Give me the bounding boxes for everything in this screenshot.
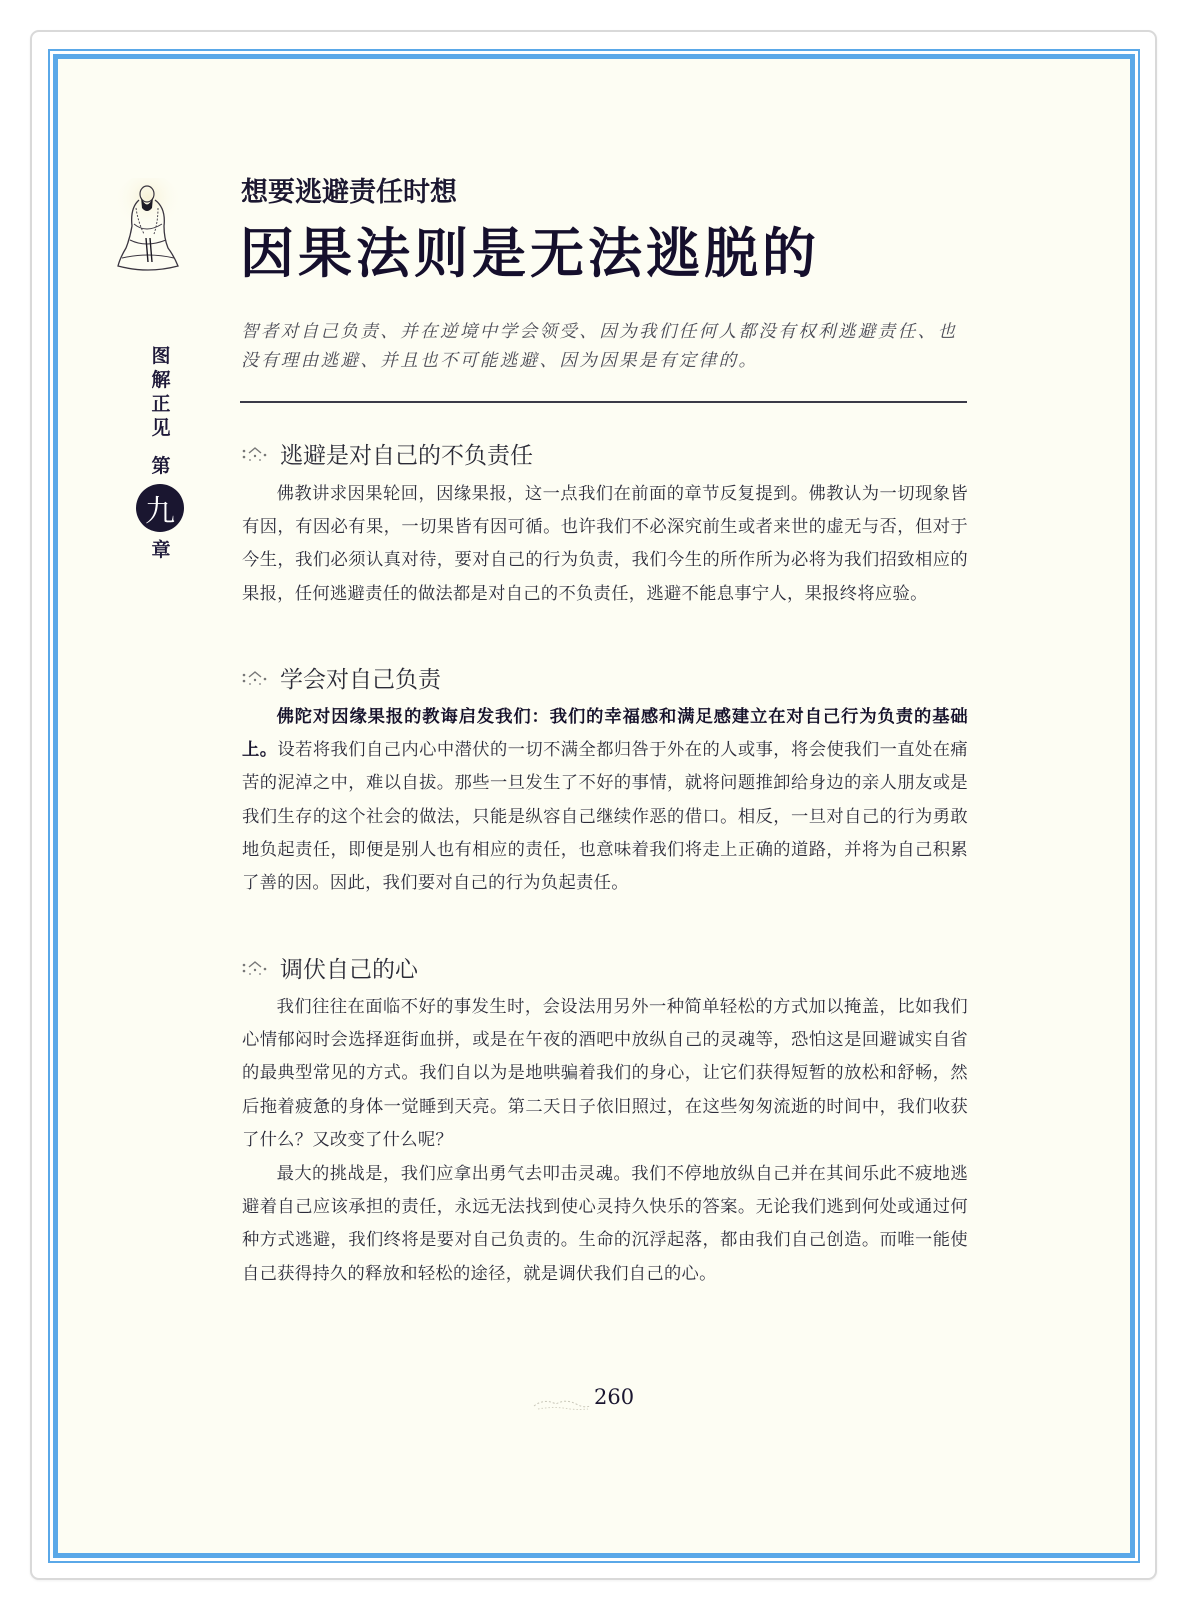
intro-summary: 智者对自己负责、并在逆境中学会领受、因为我们任何人都没有权利逃避责任、也没有理由逃避、并且也不可能逃避、因为因果是有定律的。 bbox=[241, 322, 958, 371]
paragraph-text: 设若将我们自己内心中潜伏的一切不满全都归咎于外在的人或事，将会使我们一直处在痛苦的泥淖之中，难以自拔。那些一旦发生了不好的事情，就将问题推卸给身边的亲人朋友或是我们生存的这个社会的做法，只能是纵容自己继续作恶的借口。相反，一旦对自己的行为勇敢地负起责任，即便是别人也有相应的责任，也意味着我们将走上正确的道路，并将为自己积累了善的因。因此，我们要对自己的行为负起责任。 bbox=[242, 740, 968, 894]
book-title-char: 图 bbox=[151, 345, 171, 367]
cloud-ornament-icon bbox=[530, 1396, 592, 1412]
section-heading bbox=[240, 437, 533, 470]
paragraph-text: 最大的挑战是，我们应拿出勇气去叩击灵魂。我们不停地放纵自己并在其间乐此不疲地逃避着自己应该承担的责任，永远无法找到使心灵持久快乐的答案。无论我们逃到何处或通过何种方式逃避，我们终将是要对自己负责的。生命的沉浮起落，都由我们自己创造。而唯一能使自己获得持久的释放和轻松的途径，就是调伏我们自己的心。 bbox=[242, 1164, 968, 1284]
paragraph-text: 佛教讲求因果轮回，因缘果报，这一点我们在前面的章节反复提到。佛教认为一切现象皆有因，有因必有果，一切果皆有因可循。也许我们不必深究前生或者来世的虚无与否，但对于今生，我们必须认真对待，要对自己的行为负责，我们今生的所作所为必将为我们招致相应的果报，任何逃避责任的做法都是对自己的不负责任，逃避不能息事宁人，果报终将应验。 bbox=[242, 484, 968, 604]
chapter-sidebar bbox=[144, 344, 178, 562]
section-heading bbox=[240, 661, 441, 694]
section-heading bbox=[240, 951, 418, 984]
chapter-number: 九 bbox=[145, 494, 175, 529]
book-title-char: 见 bbox=[151, 417, 171, 439]
section-heading-text: 学会对自己负责 bbox=[280, 667, 441, 693]
book-title-char: 解 bbox=[151, 369, 171, 391]
page-number: 260 bbox=[594, 1385, 635, 1409]
chapter-suffix: 章 bbox=[151, 539, 171, 561]
chapter-prefix: 第 bbox=[151, 455, 171, 477]
body-paragraph bbox=[242, 1158, 968, 1291]
chapter-number-badge bbox=[136, 484, 184, 532]
paragraph-bold-lead: 佛陀对因缘果报的教诲启发我们：我们的幸福感和满足感建立在对自己行为负责的基础上。 bbox=[242, 707, 968, 761]
section-heading-text: 调伏自己的心 bbox=[280, 957, 418, 983]
page-title: 因果法则是无法逃脱的 bbox=[240, 221, 820, 285]
seated-monk-illustration-icon bbox=[108, 178, 188, 274]
title-kicker: 想要逃避责任时想 bbox=[241, 177, 457, 208]
lotus-dots-icon bbox=[240, 667, 270, 689]
section-heading-text: 逃避是对自己的不负责任 bbox=[280, 443, 533, 469]
body-paragraph bbox=[242, 478, 968, 611]
body-paragraph bbox=[242, 991, 968, 1157]
divider bbox=[240, 401, 967, 403]
book-title-char: 正 bbox=[151, 393, 171, 415]
lotus-dots-icon bbox=[240, 443, 270, 465]
body-paragraph bbox=[242, 701, 968, 900]
lotus-dots-icon bbox=[240, 957, 270, 979]
paragraph-text: 我们往往在面临不好的事发生时，会设法用另外一种简单轻松的方式加以掩盖，比如我们心情郁闷时会选择逛街血拼，或是在午夜的酒吧中放纵自己的灵魂等，恐怕这是回避诚实自省的最典型常见的方式。我们自以为是地哄骗着我们的身心，让它们获得短暂的放松和舒畅，然后拖着疲惫的身体一觉睡到天亮。第二天日子依旧照过，在这些匆匆流逝的时间中，我们收获了什么？又改变了什么呢？ bbox=[242, 997, 968, 1150]
